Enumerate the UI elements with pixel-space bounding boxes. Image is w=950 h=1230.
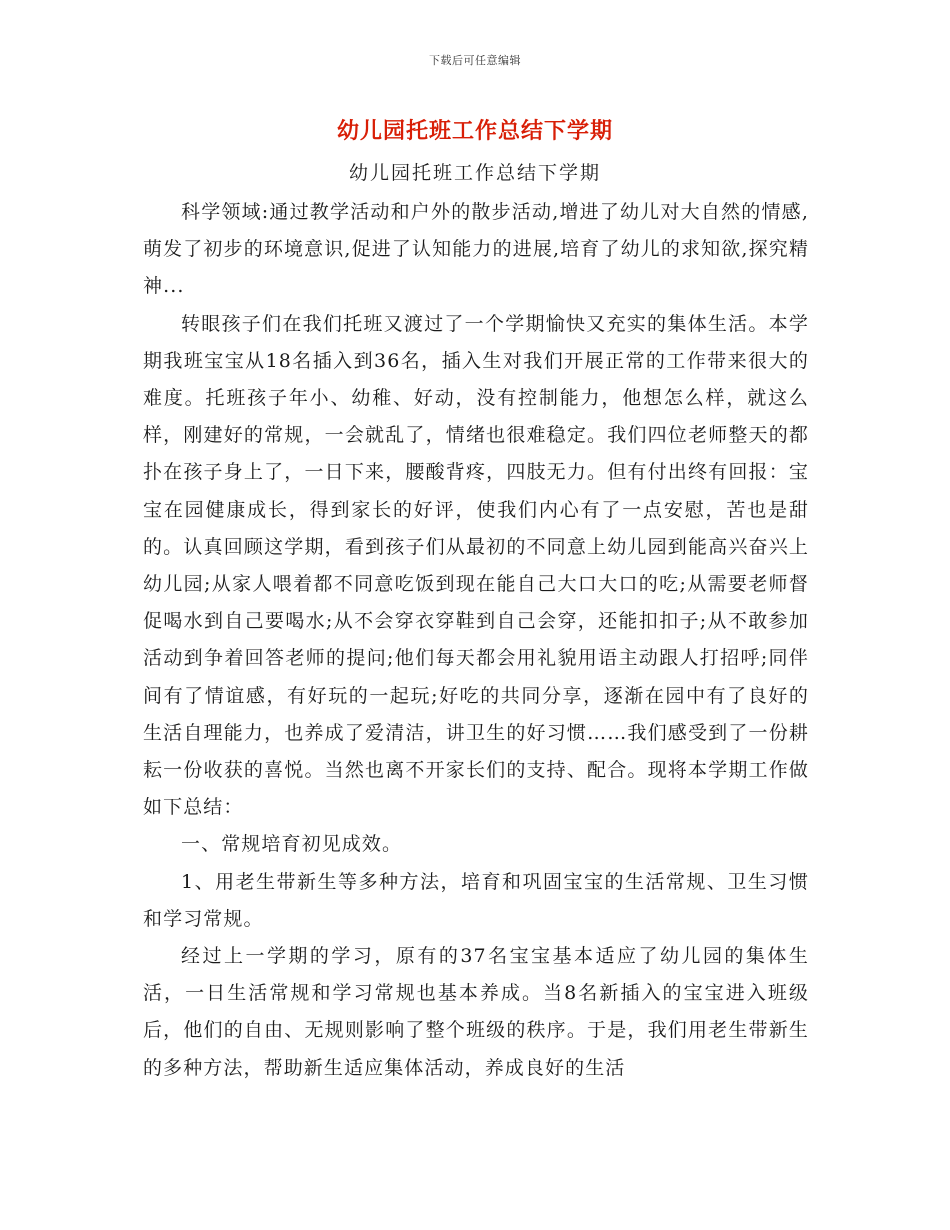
document-title: 幼儿园托班工作总结下学期 (336, 118, 613, 144)
paragraph: 经过上一学期的学习，原有的37名宝宝基本适应了幼儿园的集体生活，一日生活常规和学习常规也基本养成。当8名新插入的宝宝进入班级后，他们的自由、无规则影响了整个班级的秩序。于是，我们用老生带新生的多种方法，帮助新生适应集体活动，养成良好的生活 (143, 945, 809, 1079)
section-heading: 一、常规培育初见成效。 (181, 833, 403, 856)
header-note: 下载后可任意编辑 (429, 54, 521, 67)
paragraph: 转眼孩子们在我们托班又渡过了一个学期愉快又充实的集体生活。本学期我班宝宝从18名插入到36名，插入生对我们开展正常的工作带来很大的难度。托班孩子年小、幼稚、好动，没有控制能力，他想怎么样，就这么样，刚建好的常规，一会就乱了，情绪也很难稳定。我们四位老师整天的都扑在孩子身上了，一日下来，腰酸背疼，四肢无力。但有付出终有回报：宝宝在园健康成长，得到家长的好评，使我们内心有了一点安慰，苦也是甜的。认真回顾这学期，看到孩子们从最初的不同意上幼儿园到能高兴奋兴上幼儿园;从家人喂着都不同意吃饭到现在能自己大口大口的吃;从需要老师督促喝水到自己要喝水;从不会穿衣穿鞋到自己会穿，还能扣扣子;从不敢参加活动到争着回答老师的提问;他们每天都会用礼貌用语主动跟人打招呼;同伴间有了情谊感，有好玩的一起玩;好吃的共同分享，逐渐在园中有了良好的生活自理能力，也养成了爱清洁，讲卫生的好习惯……我们感受到了一份耕耘一份收获的喜悦。当然也离不开家长们的支持、配合。现将本学期工作做如下总结： (143, 312, 809, 819)
document-subtitle: 幼儿园托班工作总结下学期 (348, 162, 601, 184)
document-body (143, 194, 809, 1087)
paragraph: 科学领域:通过教学活动和户外的散步活动,增进了幼儿对大自然的情感,萌发了初步的环境意识,促进了认知能力的进展,培育了幼儿的求知欲,探究精神... (143, 201, 809, 298)
paragraph: 1、用老生带新生等多种方法，培育和巩固宝宝的生活常规、卫生习惯和学习常规。 (143, 870, 809, 930)
